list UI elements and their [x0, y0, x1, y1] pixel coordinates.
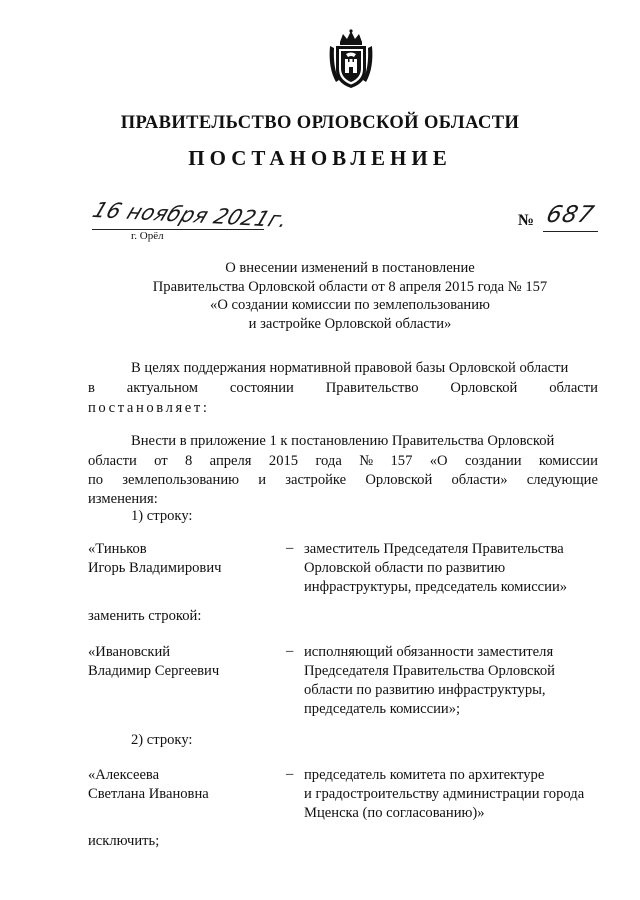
- new-member-position: [304, 643, 555, 719]
- item-1-label: 1) строку:: [131, 508, 193, 524]
- body-line: Внести в приложение 1 к постановлению Правительства Орловской: [131, 433, 555, 449]
- subject-line: «О создании комиссии по землепользованию: [210, 297, 490, 313]
- word: года: [315, 453, 342, 469]
- removed-member-name: [88, 766, 209, 804]
- handwritten-number: 687: [543, 202, 598, 228]
- position-line: председатель комиссии»;: [304, 701, 461, 717]
- document-subject: [100, 259, 600, 333]
- preamble-line: [88, 380, 598, 397]
- word: области: [549, 380, 598, 396]
- position-line: области по развитию инфраструктуры,: [304, 682, 546, 698]
- subject-line: Правительства Орловской области от 8 апреля 2015 года № 157: [152, 278, 548, 295]
- name-line: «Тиньков: [88, 541, 147, 557]
- removed-member-position: [304, 766, 584, 823]
- replace-label: заменить строкой:: [88, 608, 202, 624]
- word: области»: [451, 472, 508, 488]
- word: создании: [464, 453, 522, 469]
- position-line: Мценска (по согласованию)»: [304, 805, 485, 821]
- position-line: инфраструктуры, председатель комиссии»: [304, 579, 568, 595]
- word: 8: [185, 453, 193, 469]
- position-line: Председателя Правительства Орловской: [304, 663, 555, 679]
- item-2-label: 2) строку:: [131, 732, 193, 748]
- number-underline: [543, 231, 598, 232]
- word: землепользованию: [122, 472, 240, 488]
- word: застройке: [285, 472, 347, 488]
- entry-dash: –: [286, 540, 294, 556]
- subject-line: и застройке Орловской области»: [248, 315, 452, 332]
- word: апреля: [209, 453, 252, 469]
- old-member-name: [88, 540, 221, 578]
- word: Орловской: [450, 380, 518, 396]
- position-line: исполняющий обязанности заместителя: [304, 644, 554, 660]
- document-type-title: ПОСТАНОВЛЕНИЕ: [188, 146, 452, 170]
- word: Правительство: [325, 380, 419, 396]
- name-line: «Алексеева: [88, 767, 160, 783]
- preamble-line: постановляет:: [88, 400, 210, 416]
- word: по: [88, 472, 104, 488]
- word: актуальном: [126, 380, 199, 396]
- word: в: [88, 380, 95, 396]
- body-line: изменения:: [88, 491, 158, 507]
- date-underline: [92, 229, 264, 230]
- name-line: Светлана Ивановна: [88, 786, 209, 802]
- word: следующие: [526, 472, 598, 488]
- orel-region-coat-of-arms-icon: [326, 28, 376, 90]
- city-label: г. Орёл: [131, 230, 164, 242]
- entry-dash: –: [286, 643, 294, 659]
- word: области: [88, 453, 137, 469]
- word: от: [154, 453, 168, 469]
- subject-line: О внесении изменений в постановление: [225, 260, 475, 276]
- name-line: Игорь Владимирович: [88, 560, 222, 576]
- body-line: [88, 453, 598, 470]
- word: состоянии: [229, 380, 294, 396]
- position-line: и градостроительству администрации города: [304, 786, 585, 802]
- body-line: [88, 472, 598, 489]
- exclude-action: исключить;: [88, 833, 160, 849]
- word: 157: [390, 453, 413, 469]
- position-line: заместитель Председателя Правительства: [304, 541, 564, 557]
- position-line: Орловской области по развитию: [304, 560, 506, 576]
- preamble-line: В целях поддержания нормативной правовой базы Орловской области: [131, 360, 569, 376]
- handwritten-date: 16 ноября 2021г.: [89, 197, 293, 233]
- number-label: №: [518, 212, 535, 229]
- new-member-name: [88, 643, 219, 681]
- government-title: ПРАВИТЕЛЬСТВО ОРЛОВСКОЙ ОБЛАСТИ: [120, 113, 520, 133]
- position-line: председатель комитета по архитектуре: [304, 767, 545, 783]
- word: комиссии: [538, 453, 598, 469]
- word: и: [258, 472, 267, 488]
- word: Орловской: [365, 472, 433, 488]
- old-member-position: [304, 540, 567, 597]
- word: №: [359, 453, 374, 469]
- name-line: «Ивановский: [88, 644, 171, 660]
- name-line: Владимир Сергеевич: [88, 663, 220, 679]
- entry-dash: –: [286, 766, 294, 782]
- word: «О: [429, 453, 448, 469]
- word: 2015: [268, 453, 299, 469]
